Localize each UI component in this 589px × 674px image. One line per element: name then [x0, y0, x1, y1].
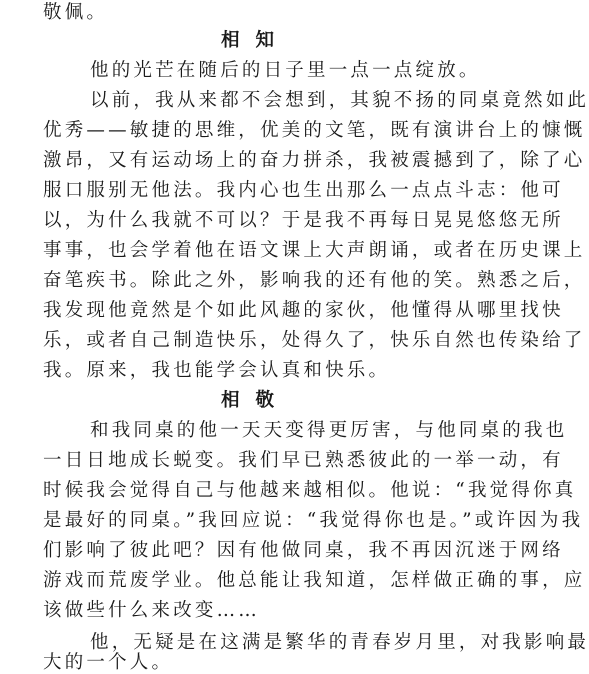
paragraph-line: 一日日地成长蜕变。我们早已熟悉彼此的一举一动，有: [43, 450, 564, 471]
paragraph-line: 以前，我从来都不会想到，其貌不扬的同桌竟然如此: [90, 90, 589, 111]
paragraph-line: 游戏而荒废学业。他总能让我知道，怎样做正确的事，应: [43, 570, 586, 591]
paragraph-line: 乐，或者自己制造快乐，处得久了，快乐自然也传染给了: [43, 330, 586, 351]
section-heading-xiangzhi: 相知: [220, 30, 290, 51]
paragraph-line: 他，无疑是在这满是繁华的青春岁月里，对我影响最: [90, 632, 589, 653]
paragraph-line: 们影响了彼此吧？因有他做同桌，我不再因沉迷于网络: [43, 540, 564, 561]
paragraph-line: 我发现他竟然是个如此风趣的家伙，他懂得从哪里找快: [43, 300, 564, 321]
paragraph-line: 事事，也会学着他在语文课上大声朗诵，或者在历史课上: [43, 240, 586, 261]
paragraph-line: 奋笔疾书。除此之外，影响我的还有他的笑。熟悉之后，: [43, 270, 586, 291]
paragraph-line: 大的一个人。: [43, 652, 174, 673]
paragraph-line: 该做些什么来改变……: [43, 600, 261, 621]
paragraph-line: 是最好的同桌。”我回应说：“我觉得你也是。”或许因为我: [43, 510, 584, 531]
paragraph-line: 激昂，又有运动场上的奋力拼杀，我被震撼到了，除了心: [43, 150, 586, 171]
paragraph-line: 他的光芒在随后的日子里一点一点绽放。: [90, 60, 481, 81]
paragraph-line: 优秀——敏捷的思维，优美的文笔，既有演讲台上的慷慨: [43, 120, 586, 141]
paragraph-line: 服口服别无他法。我内心也生出那么一点点斗志：他可: [43, 180, 564, 201]
section-heading-xiangjing: 相敬: [220, 390, 290, 411]
paragraph-line: 以，为什么我就不可以？于是我不再每日晃晃悠悠无所: [43, 210, 564, 231]
paragraph-line: 我。原来，我也能学会认真和快乐。: [43, 360, 391, 381]
paragraph-line: 和我同桌的他一天天变得更厉害，与他同桌的我也: [90, 420, 568, 441]
paragraph-line: 时候我会觉得自己与他越来越相似。他说：“我觉得你真: [43, 480, 577, 501]
text-line-top: 敬佩。: [43, 2, 109, 23]
